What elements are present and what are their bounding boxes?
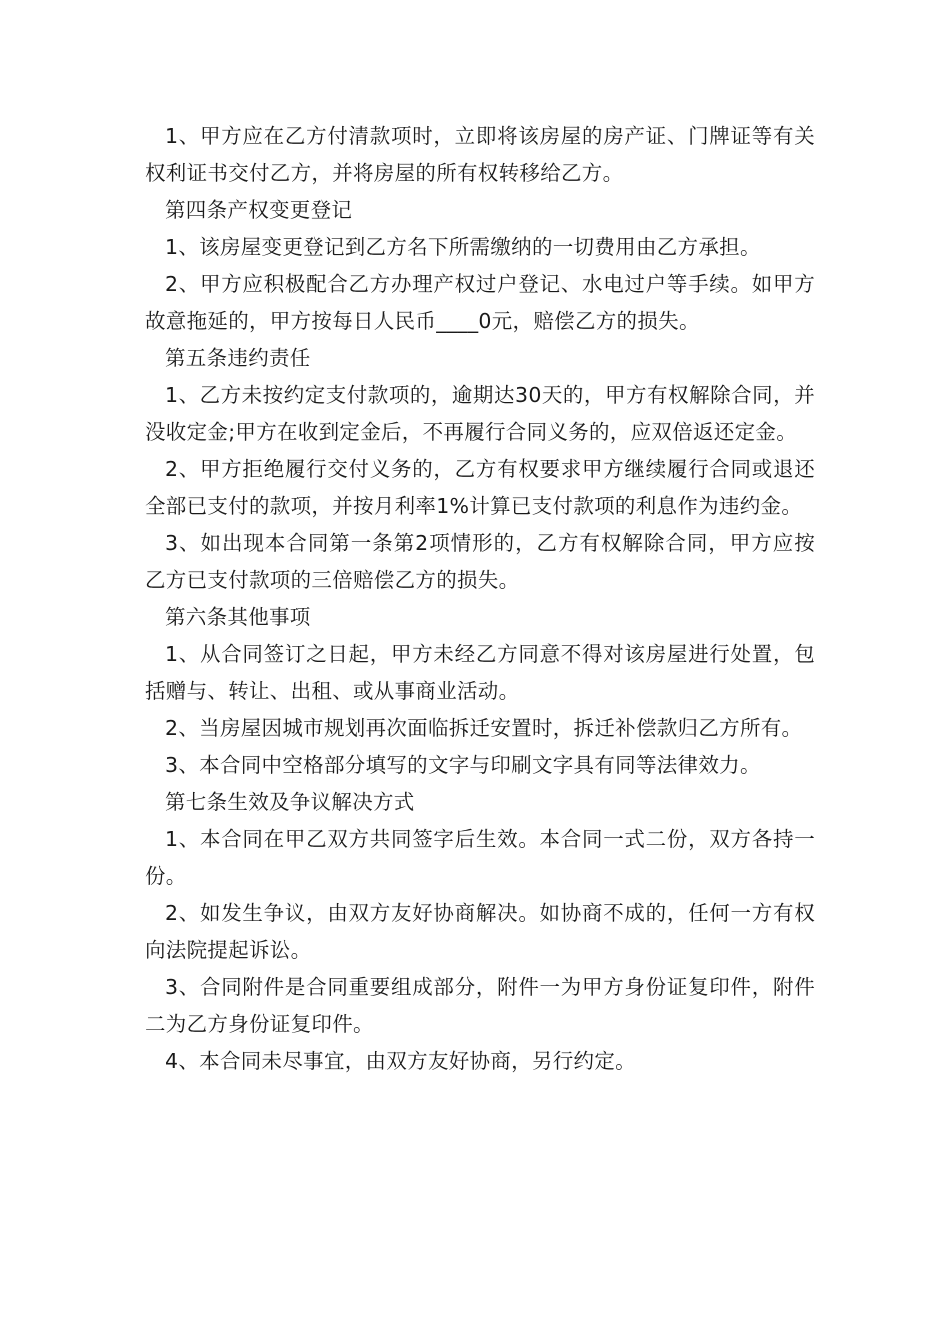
clause-5-item-2: 2、甲方拒绝履行交付义务的，乙方有权要求甲方继续履行合同或退还全部已支付的款项，并按月利率1%计算已支付款项的利息作为违约金。 <box>145 457 815 518</box>
document-body <box>145 118 815 1080</box>
clause-4-item-1: 1、该房屋变更登记到乙方名下所需缴纳的一切费用由乙方承担。 <box>165 235 761 259</box>
clause-3-item-1: 1、甲方应在乙方付清款项时，立即将该房屋的房产证、门牌证等有关权利证书交付乙方，并将房屋的所有权转移给乙方。 <box>145 124 815 185</box>
clause-7-item-2: 2、如发生争议，由双方友好协商解决。如协商不成的，任何一方有权向法院提起诉讼。 <box>145 901 815 962</box>
section-heading-4: 第四条产权变更登记 <box>165 198 353 222</box>
clause-5-item-3: 3、如出现本合同第一条第2项情形的，乙方有权解除合同，甲方应按乙方已支付款项的三倍赔偿乙方的损失。 <box>145 531 815 592</box>
clause-4-item-2: 2、甲方应积极配合乙方办理产权过户登记、水电过户等手续。如甲方故意拖延的，甲方按每日人民币____0元，赔偿乙方的损失。 <box>145 272 815 333</box>
clause-6-item-1: 1、从合同签订之日起，甲方未经乙方同意不得对该房屋进行处置，包括赠与、转让、出租、或从事商业活动。 <box>145 642 815 703</box>
section-heading-6: 第六条其他事项 <box>165 605 311 629</box>
clause-5-item-1: 1、乙方未按约定支付款项的，逾期达30天的，甲方有权解除合同，并没收定金;甲方在收到定金后，不再履行合同义务的，应双倍返还定金。 <box>145 383 815 444</box>
clause-7-item-1: 1、本合同在甲乙双方共同签字后生效。本合同一式二份，双方各持一份。 <box>145 827 815 888</box>
clause-7-item-4: 4、本合同未尽事宜，由双方友好协商，另行约定。 <box>165 1049 636 1073</box>
clause-6-item-2: 2、当房屋因城市规划再次面临拆迁安置时，拆迁补偿款归乙方所有。 <box>165 716 803 740</box>
section-heading-7: 第七条生效及争议解决方式 <box>165 790 415 814</box>
clause-6-item-3: 3、本合同中空格部分填写的文字与印刷文字具有同等法律效力。 <box>165 753 761 777</box>
section-heading-5: 第五条违约责任 <box>165 346 311 370</box>
clause-7-item-3: 3、合同附件是合同重要组成部分，附件一为甲方身份证复印件，附件二为乙方身份证复印件。 <box>145 975 815 1036</box>
